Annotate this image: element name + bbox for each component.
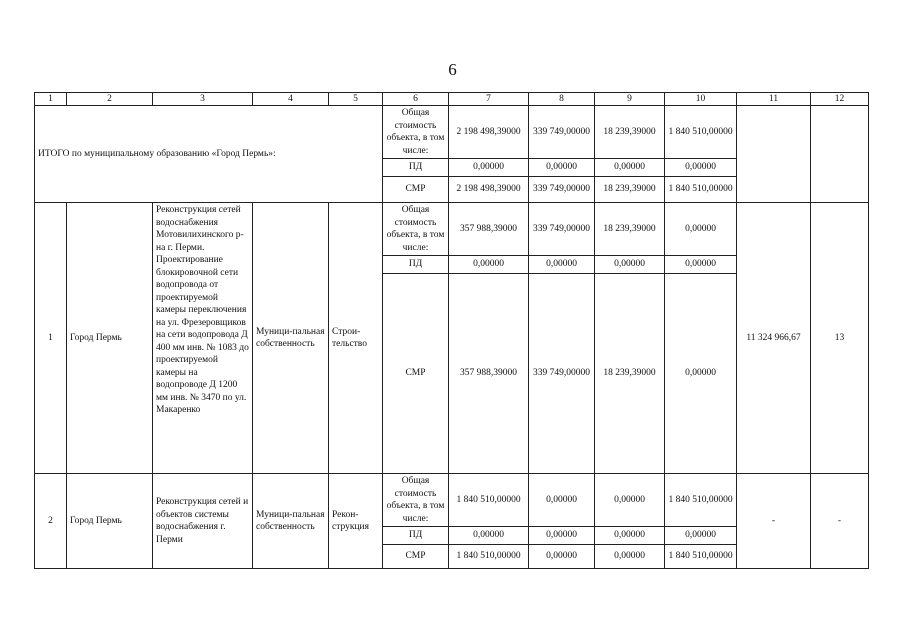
col-header-7: 7 [449, 93, 529, 106]
cost-type: Общая стоимость объекта, в том числе: [383, 474, 449, 527]
value-cell: 0,00000 [449, 159, 529, 177]
col-header-2: 2 [67, 93, 153, 106]
value-cell: 0,00000 [595, 474, 665, 527]
col-header-4: 4 [253, 93, 329, 106]
total-label: ИТОГО по муниципальному образованию «Город Пермь»: [35, 106, 383, 203]
page-number: 6 [448, 60, 457, 79]
value-cell: 0,00000 [595, 256, 665, 274]
object-name: Реконструкция сетей и объектов системы водоснабжения г. Перми [153, 474, 253, 569]
value-cell: 0,00000 [665, 527, 737, 545]
value-cell: 18 239,39000 [595, 274, 665, 474]
value-cell: 1 840 510,00000 [449, 474, 529, 527]
value-cell: 0,00000 [595, 545, 665, 569]
value-cell: 1 840 510,00000 [665, 177, 737, 203]
cost-type: ПД [383, 159, 449, 177]
cost-type: ПД [383, 256, 449, 274]
value-cell: 339 749,00000 [529, 274, 595, 474]
value-cell: 1 840 510,00000 [665, 474, 737, 527]
object-ownership: Муници-пальная собственность [253, 203, 329, 474]
value-cell: 0,00000 [665, 203, 737, 256]
cost-type: ПД [383, 527, 449, 545]
value-cell: 0,00000 [595, 527, 665, 545]
object-number: 2 [35, 474, 67, 569]
col-header-11: 11 [737, 93, 811, 106]
object-col-12: - [811, 474, 869, 569]
cost-type: Общая стоимость объекта, в том числе: [383, 106, 449, 159]
total-col-12 [811, 106, 869, 203]
value-cell: 0,00000 [529, 256, 595, 274]
column-numbers-row [35, 93, 869, 106]
total-col-11 [737, 106, 811, 203]
col-header-12: 12 [811, 93, 869, 106]
value-cell: 0,00000 [665, 274, 737, 474]
col-header-9: 9 [595, 93, 665, 106]
object-2-row-general [35, 474, 869, 527]
object-col-12: 13 [811, 203, 869, 474]
value-cell: 357 988,39000 [449, 203, 529, 256]
value-cell: 18 239,39000 [595, 203, 665, 256]
value-cell: 0,00000 [665, 256, 737, 274]
col-header-1: 1 [35, 93, 67, 106]
object-ownership: Муници-пальная собственность [253, 474, 329, 569]
value-cell: 1 840 510,00000 [665, 545, 737, 569]
value-cell: 18 239,39000 [595, 177, 665, 203]
col-header-6: 6 [383, 93, 449, 106]
value-cell: 0,00000 [529, 159, 595, 177]
value-cell: 0,00000 [529, 527, 595, 545]
value-cell: 2 198 498,39000 [449, 106, 529, 159]
object-number: 1 [35, 203, 67, 474]
col-header-10: 10 [665, 93, 737, 106]
object-1-row-general [35, 203, 869, 256]
object-col-11: - [737, 474, 811, 569]
object-col-11: 11 324 966,67 [737, 203, 811, 474]
cost-type: СМР [383, 274, 449, 474]
value-cell: 357 988,39000 [449, 274, 529, 474]
value-cell: 339 749,00000 [529, 203, 595, 256]
object-city: Город Пермь [67, 203, 153, 474]
object-work-type: Строи-тельство [329, 203, 383, 474]
object-work-type: Рекон-струкция [329, 474, 383, 569]
col-header-3: 3 [153, 93, 253, 106]
cost-type: СМР [383, 545, 449, 569]
value-cell: 2 198 498,39000 [449, 177, 529, 203]
value-cell: 0,00000 [529, 474, 595, 527]
value-cell: 1 840 510,00000 [449, 545, 529, 569]
col-header-5: 5 [329, 93, 383, 106]
object-city: Город Пермь [67, 474, 153, 569]
value-cell: 0,00000 [529, 545, 595, 569]
total-row-general [35, 106, 869, 159]
value-cell: 0,00000 [665, 159, 737, 177]
col-header-8: 8 [529, 93, 595, 106]
value-cell: 18 239,39000 [595, 106, 665, 159]
value-cell: 339 749,00000 [529, 177, 595, 203]
cost-type: СМР [383, 177, 449, 203]
value-cell: 1 840 510,00000 [665, 106, 737, 159]
cost-type: Общая стоимость объекта, в том числе: [383, 203, 449, 256]
value-cell: 0,00000 [449, 256, 529, 274]
value-cell: 339 749,00000 [529, 106, 595, 159]
investment-table [34, 92, 869, 569]
object-name: Реконструкция сетей водоснабжения Мотовилихинского р-на г. Перми. Проектирование блокировочной сети водопровода от проектируемой камеры переключения на ул. Фрезеровщиков на сети водопровода Д 400 мм инв. № 1083 до проектируемой камеры на водопроводе Д 1200 мм инв. № 3470 по ул. Макаренко [153, 203, 253, 474]
value-cell: 0,00000 [595, 159, 665, 177]
value-cell: 0,00000 [449, 527, 529, 545]
